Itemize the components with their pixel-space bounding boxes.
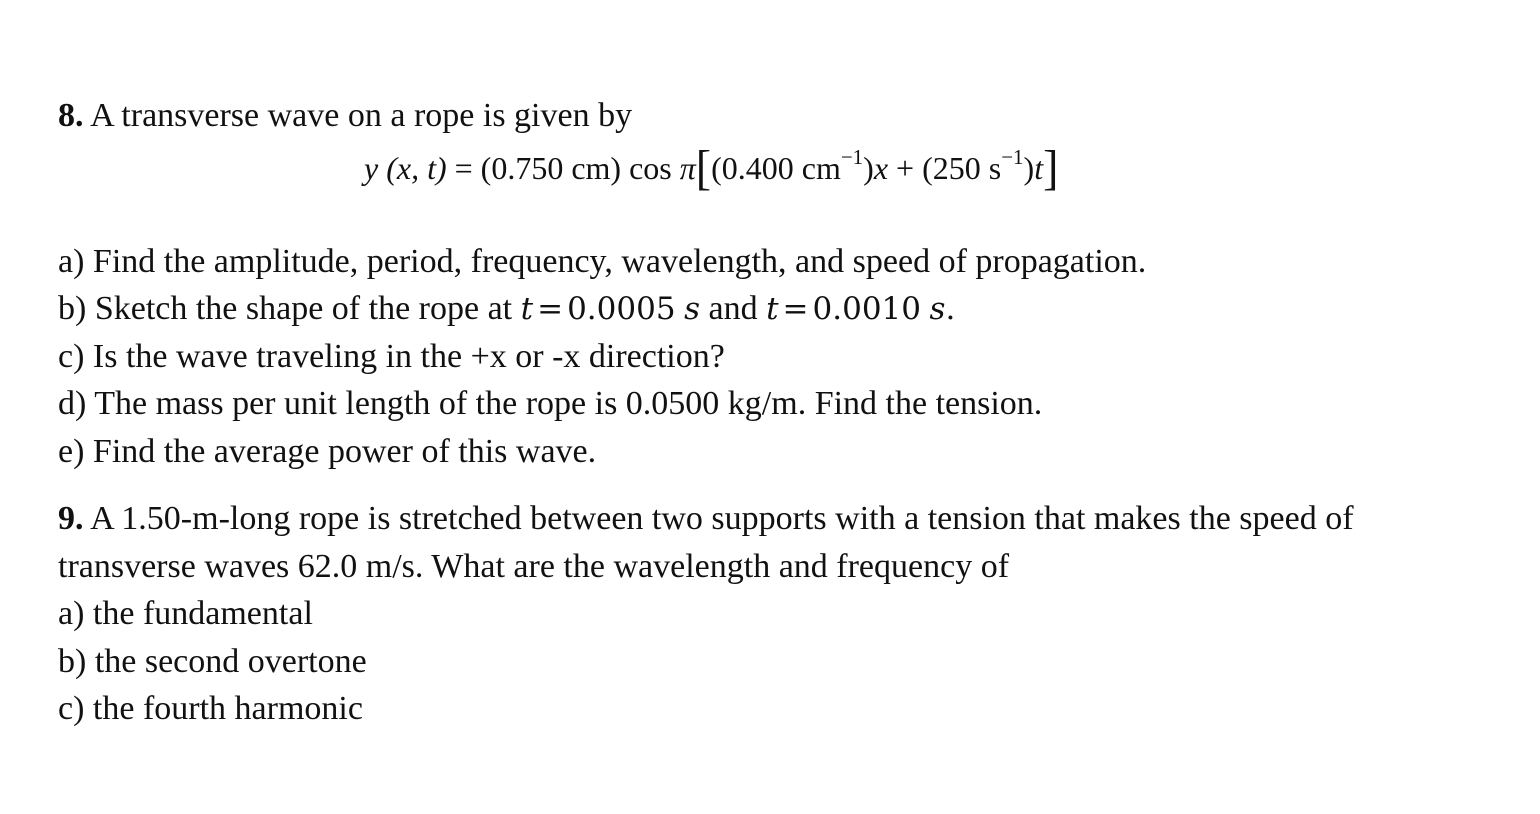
eq-x-var: x — [873, 150, 889, 186]
problem-9 — [58, 495, 1478, 733]
left-bracket-icon: [ — [695, 140, 712, 195]
wave-equation: y (x, t) = (0.750 cm) cos π[(0.400 $cm^{-1})x + (250$ $s^{-1})t$] — [364, 140, 1059, 195]
part-b-prefix: b) Sketch the shape of the rope at — [58, 290, 513, 327]
problem-9-part-b: b) the second overtone — [58, 642, 367, 680]
eq-k-term: (0.400 cm — [711, 150, 841, 186]
eq-amplitude: (0.750 cm) cos — [480, 150, 672, 186]
part-b-t2-val: 0.0010 — [812, 291, 922, 327]
problem-8-intro-line — [58, 92, 1478, 140]
problem-8-part-e: e) Find the average power of this wave. — [58, 432, 597, 470]
part-b-t1-var: t — [520, 291, 534, 327]
problem-9-line-1 — [58, 495, 1478, 543]
problem-9-line-2: transverse waves 62.0 m/s. What are the wavelength and frequency of — [58, 547, 1010, 585]
problem-9-number: 9. — [58, 500, 84, 537]
problem-8-part-b — [58, 285, 1478, 333]
part-b-end: . — [945, 291, 956, 327]
eq-k-exp: −1 — [840, 145, 864, 170]
problem-8-part-a: a) Find the amplitude, period, frequency, wavelength, and speed of propagation. — [58, 242, 1147, 280]
eq-lhs-args: (x, t) — [386, 150, 447, 186]
problem-8-part-d: d) The mass per unit length of the rope is 0.0500 kg/m. Find the tension. — [58, 385, 1043, 422]
part-b-t2-eq: = — [782, 291, 809, 327]
eq-pi: π — [679, 150, 696, 186]
problem-8-part-c: c) Is the wave traveling in the +x or -x direction? — [58, 337, 725, 375]
eq-w-term: (250 s — [922, 150, 1002, 186]
part-b-t2-var: t — [766, 291, 779, 327]
problem-8-number: 8. — [58, 97, 84, 134]
part-b-t2-unit: s — [929, 291, 946, 327]
eq-w-exp: −1 — [1001, 145, 1024, 170]
right-bracket-icon: ] — [1043, 140, 1059, 195]
problem-9-part-c: c) the fourth harmonic — [58, 690, 363, 727]
problem-9-part-a: a) the fundamental — [58, 595, 313, 632]
problem-8-intro: A transverse wave on a rope is given by — [90, 97, 633, 134]
part-b-mid: and — [708, 290, 758, 327]
part-b-t1-val: 0.0005 — [567, 291, 676, 327]
part-b-t1-unit: s — [684, 291, 700, 327]
problem-9-text-1: A 1.50-m-long rope is stretched between two supports with a tension that makes the speed of — [90, 500, 1354, 537]
eq-plus: + — [896, 150, 915, 186]
eq-lhs-y: y — [364, 150, 379, 186]
part-b-t1-eq: = — [537, 291, 564, 327]
eq-t-var: t — [1034, 150, 1044, 186]
eq-equals: = — [454, 150, 473, 186]
